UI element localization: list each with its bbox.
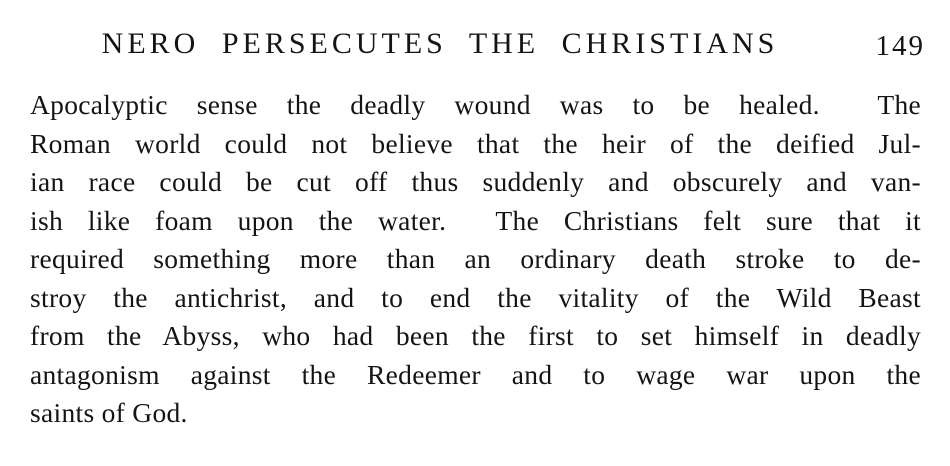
text-line: Apocalyptic sense the deadly wound was to be healed. The xyxy=(30,89,921,120)
text-line: from the Abyss, who had been the first to set himself in deadly xyxy=(30,320,921,351)
text-line: Roman world could not believe that the heir of the deified Jul- xyxy=(30,127,921,159)
text-line: required something more than an ordinary death stroke to de- xyxy=(30,243,921,274)
text-line-last: saints of God. xyxy=(30,397,188,428)
paragraph xyxy=(30,86,921,433)
page-number: 149 xyxy=(875,30,925,62)
text-line: ian race could be cut off thus suddenly and obscurely and van- xyxy=(30,166,921,197)
text-line: ish like foam upon the water. The Christians felt sure that it xyxy=(30,204,921,236)
running-head-title: NERO PERSECUTES THE CHRISTIANS xyxy=(101,27,779,60)
text-line: stroy the antichrist, and to end the vitality of the Wild Beast xyxy=(30,281,921,313)
text-line: antagonism against the Redeemer and to wage war upon the xyxy=(30,358,921,390)
